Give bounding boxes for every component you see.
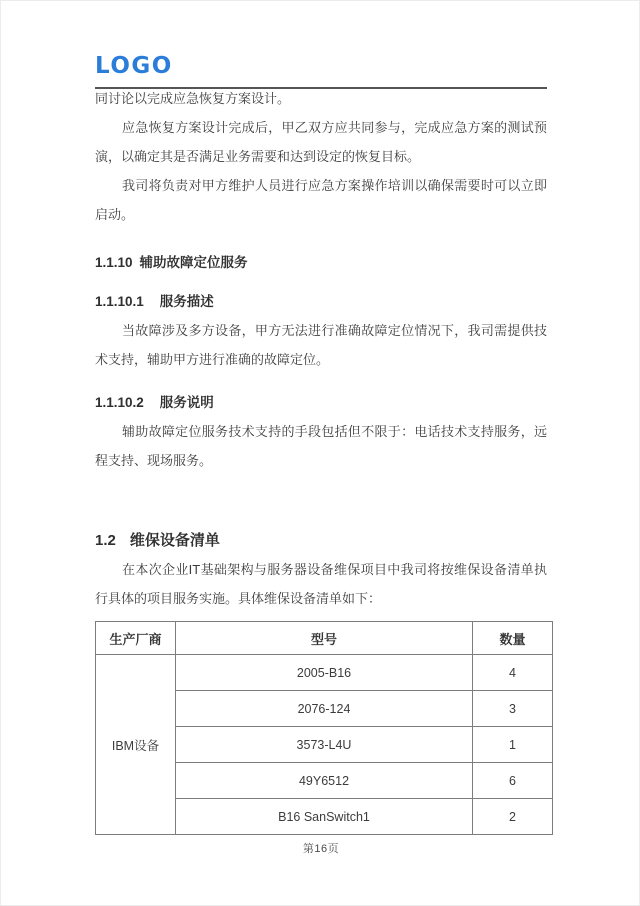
qty-cell: 3 [473, 691, 553, 727]
qty-cell: 2 [473, 799, 553, 835]
table-header-row [96, 622, 553, 655]
heading-1-1-10-2 [95, 388, 547, 417]
heading-number: 1.2 [95, 532, 116, 549]
heading-title: 服务说明 [159, 395, 214, 410]
paragraph-support-methods: 辅助故障定位服务技术支持的手段包括但不限于：电话技术支持服务，远程支持、现场服务。 [95, 424, 547, 468]
qty-cell: 4 [473, 655, 553, 691]
paragraph-device-list-intro: 在本次企业IT基础架构与服务器设备维保项目中我司将按维保设备清单执行具体的项目服务实施。具体维保设备清单如下： [95, 562, 547, 606]
heading-1-1-10 [95, 248, 547, 277]
heading-1-1-10-1 [95, 287, 547, 316]
equipment-table [95, 621, 553, 835]
heading-title: 辅助故障定位服务 [139, 255, 248, 270]
heading-1-2 [95, 526, 547, 555]
heading-title: 维保设备清单 [129, 532, 220, 549]
table-row [96, 655, 553, 691]
heading-title: 服务描述 [159, 294, 214, 309]
model-cell: B16 SanSwitch1 [176, 799, 473, 835]
qty-cell: 6 [473, 763, 553, 799]
heading-number: 1.1.10 [95, 255, 133, 270]
paragraph-fault-location: 当故障涉及多方设备，甲方无法进行准确故障定位情况下，我司需提供技术支持，辅助甲方进行准确的故障定位。 [95, 323, 547, 367]
column-header-qty: 数量 [473, 622, 553, 655]
model-cell: 49Y6512 [176, 763, 473, 799]
page-number: 第16页 [302, 843, 340, 855]
column-header-vendor: 生产厂商 [96, 622, 176, 655]
paragraph-continuation: 同讨论以完成应急恢复方案设计。 [95, 91, 291, 106]
model-cell: 2076-124 [176, 691, 473, 727]
qty-cell: 1 [473, 727, 553, 763]
paragraph-emergency-plan: 应急恢复方案设计完成后，甲乙双方应共同参与，完成应急方案的测试预演，以确定其是否满足业务需要和达到设定的恢复目标。 [95, 120, 547, 164]
model-cell: 2005-B16 [176, 655, 473, 691]
logo: LOGO [95, 53, 173, 79]
heading-number: 1.1.10.1 [95, 294, 144, 309]
vendor-group-cell: IBM设备 [96, 655, 176, 835]
model-cell: 3573-L4U [176, 727, 473, 763]
paragraph-training: 我司将负责对甲方维护人员进行应急方案操作培训以确保需要时可以立即启动。 [95, 178, 547, 222]
page-content [95, 53, 547, 856]
heading-number: 1.1.10.2 [95, 395, 144, 410]
column-header-model: 型号 [176, 622, 473, 655]
